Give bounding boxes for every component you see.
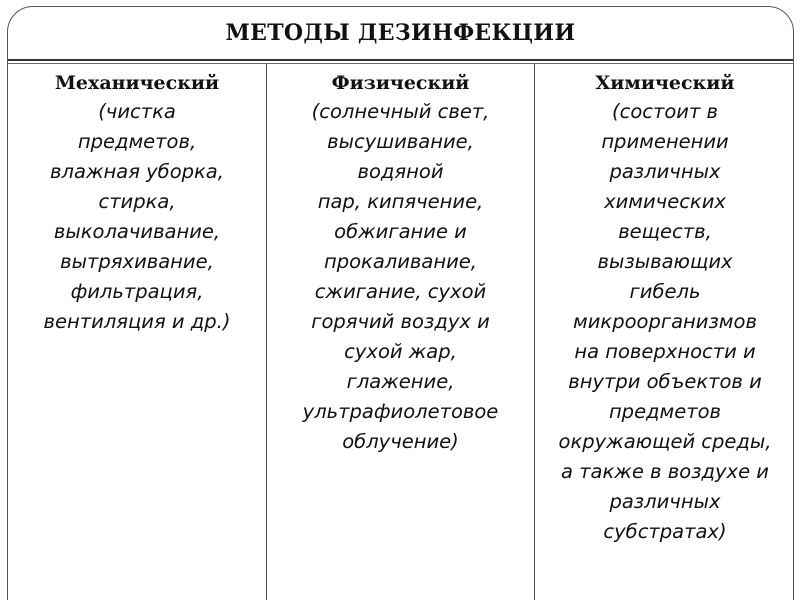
table-title: МЕТОДЫ ДЕЗИНФЕКЦИИ <box>225 19 576 46</box>
column-heading: Механический <box>54 72 220 94</box>
column-text-line: субстратах) <box>603 520 727 543</box>
column-text-line: химических <box>604 190 726 213</box>
column-text-line: а также в воздухе и <box>561 460 769 483</box>
column-text-line: сжигание, сухой <box>314 280 487 303</box>
column-text-line: глажение, <box>346 370 455 393</box>
column-text-line: гибель <box>629 280 701 303</box>
column-text-line: различных <box>609 490 721 513</box>
column-physical <box>267 71 534 457</box>
column-text-line: стирка, <box>98 190 176 213</box>
header-divider-secondary <box>8 63 793 64</box>
disinfection-methods-table <box>7 6 794 600</box>
column-text-line: на поверхности и <box>574 340 756 363</box>
column-text-line: применении <box>601 130 729 153</box>
column-text-line: фильтрация, <box>70 280 204 303</box>
column-text-line: горячий воздух и <box>311 310 490 333</box>
column-text-line: обжигание и <box>334 220 467 243</box>
column-text-line: влажная уборка, <box>50 160 224 183</box>
column-chemical <box>535 71 794 547</box>
column-text-line: различных <box>609 160 721 183</box>
column-text-line: предметов, <box>77 130 197 153</box>
column-text-line: вентиляция и др.) <box>43 310 231 333</box>
column-text-line: вытряхивание, <box>60 250 214 273</box>
column-text-line: выколачивание, <box>53 220 221 243</box>
column-text-line: внутри объектов и <box>568 370 762 393</box>
column-text-line: (чистка <box>98 100 176 123</box>
column-text-line: (солнечный свет, <box>311 100 490 123</box>
column-text-line: окружающей среды, <box>558 430 772 453</box>
column-heading: Химический <box>595 72 735 94</box>
column-text-line: микроорганизмов <box>573 310 757 333</box>
column-text-line: (состоит в <box>612 100 718 123</box>
column-text-line: прокаливание, <box>324 250 477 273</box>
column-text-line: предметов <box>608 400 722 423</box>
column-text-line: вызывающих <box>597 250 733 273</box>
column-heading: Физический <box>331 72 470 94</box>
column-text-line: сухой жар, <box>344 340 457 363</box>
column-text-line: водяной <box>357 160 444 183</box>
column-text-line: ультрафиолетовое <box>302 400 499 423</box>
column-text-line: пар, кипячение, <box>317 190 484 213</box>
column-text-line: веществ, <box>618 220 712 243</box>
column-text-line: высушивание, <box>327 130 474 153</box>
column-text-line: облучение) <box>342 430 459 453</box>
header-divider <box>8 59 793 61</box>
column-mechanical <box>8 71 266 337</box>
